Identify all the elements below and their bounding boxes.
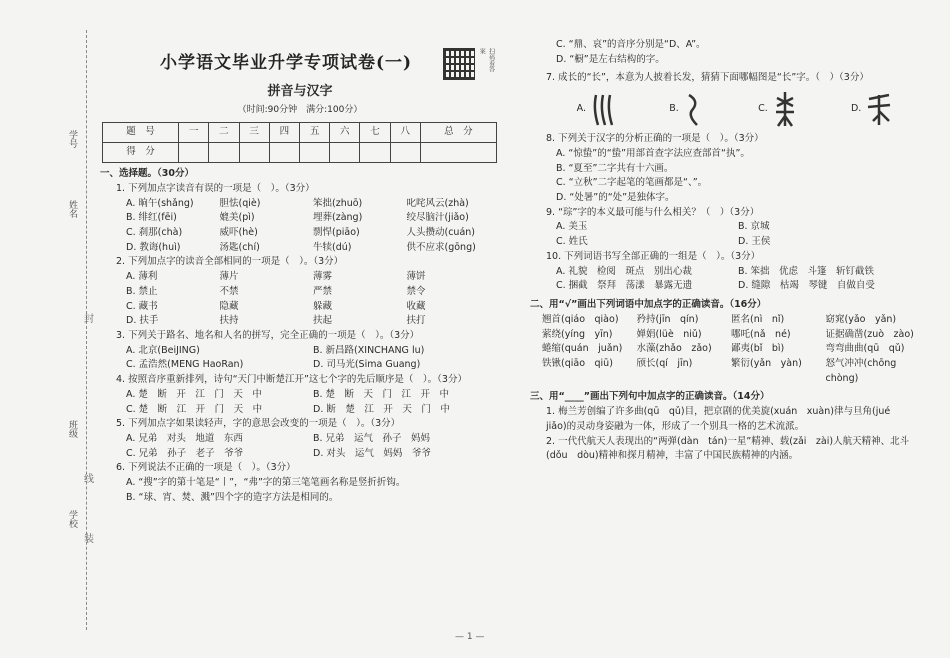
pinyin-item[interactable]: 怒气冲冲(chōng chòng) [825,357,906,384]
s3-question-2[interactable]: 2. 一代代航天人表现出的“两弹(dàn tán)一星”精神、载(zǎi zài)人航天精神、北斗(dǒu dòu)精神和探月精神，丰富了中国民族精神的内涵。 [546,435,910,462]
score-header-cell: 四 [269,123,299,143]
score-table [102,122,497,163]
option-label: A. [576,102,586,114]
pinyin-item[interactable]: 匿名(nì nǐ) [731,313,785,325]
s2-row [530,328,920,343]
option[interactable]: D. 对头 运气 妈妈 爷爷 [313,447,431,459]
option[interactable]: D. 教诲(huì) [126,241,181,253]
option: 人头攒动(cuán) [406,226,475,238]
option: 扶持 [219,315,239,327]
exam-title: 小学语文毕业升学专项试卷(一) [160,53,413,73]
score-cell[interactable] [269,143,299,163]
option[interactable]: C. 捆截 祭拜 荡漾 暴露无遗 [556,280,693,292]
option[interactable]: C. 孟浩然(MENG HaoRan) [126,359,244,371]
option: 收藏 [406,300,426,312]
option: 绞尽脑汁(jiǎo) [406,212,469,224]
score-cell[interactable] [360,143,390,163]
pinyin-item[interactable]: 颀长(qí jīn) [636,357,693,369]
option[interactable]: C. 藏书 [126,300,158,312]
q5-option-row [100,447,500,462]
right-column [530,38,920,464]
option: 笨拙(zhuō) [313,197,363,209]
option: 牛犊(dú) [313,241,352,253]
q4-option-row [100,388,500,403]
score-cell[interactable] [179,143,209,163]
score-cell[interactable] [239,143,269,163]
q10-option-row [530,265,920,280]
option[interactable]: C. 楚 断 江 开 门 天 中 [126,403,263,415]
q4-option-row [100,403,500,418]
option: 胆怯(qiè) [219,197,261,209]
s2-row [530,313,920,328]
question-6: 6. 下列说法不正确的一项是（ ）。（3分） [116,462,296,474]
pinyin-item[interactable]: 繁衍(yǎn yàn) [731,357,802,369]
bind-mark-zhuang: 装 [84,534,94,545]
section-1-title: 一、选择题。（30分） [100,168,194,180]
score-cell[interactable] [299,143,329,163]
question-9: 9. “琮”字的本义最可能与什么相关？（ ）（3分） [546,206,760,218]
question-4: 4. 按照音序重新排列，诗句“天门中断楚江开”这七个字的先后顺序是（ ）。（3分） [116,374,467,386]
score-cell[interactable] [209,143,239,163]
q2-option-row [100,314,500,329]
bind-mark-xian: 线 [84,474,94,485]
pinyin-item[interactable]: 水藻(zhǎo zǎo) [636,343,712,355]
option: 严禁 [313,285,333,297]
q1-option-row [100,241,500,256]
q9-option-row [530,220,920,235]
pinyin-item[interactable]: 弯弯曲曲(qū qǔ) [825,343,905,355]
page-number: — 1 — [455,632,485,642]
question-2: 2. 下列加点字的读音全部相同的一项是（ ）。（3分） [116,256,344,268]
pinyin-item[interactable]: 铁锹(qiāo qiū) [542,357,613,369]
option[interactable]: B. 京城 [738,221,770,233]
exam-subtitle: 拼音与汉字 [267,84,333,99]
q8-option[interactable]: D. “处暑”的“处”是独体字。 [556,192,675,204]
option[interactable]: A. 兄弟 对头 地道 东西 [126,433,243,445]
option: 薄雾 [313,271,333,283]
bind-label-banji: 班级 [67,420,77,438]
option: 薄片 [219,271,239,283]
q2-option-row [100,270,500,285]
option[interactable]: D. 王侯 [738,236,771,248]
pinyin-item[interactable]: 窈窕(yǎo yǎn) [825,313,897,325]
pinyin-item[interactable]: 证据确凿(zuò zào) [825,328,914,340]
option: 汤匙(chí) [219,241,260,253]
option[interactable]: B. 绯红(fēi) [126,212,177,224]
option[interactable]: C. 刹那(chà) [126,226,183,238]
q7-option-a[interactable] [577,91,616,127]
score-header-cell: 题 号 [103,123,179,143]
option: 埋葬(zàng) [313,212,363,224]
option: 叱咤风云(zhà) [406,197,469,209]
q3-option-row [100,358,500,373]
score-cell[interactable] [420,143,496,163]
option-label: D. [850,102,862,114]
score-header-cell: 五 [299,123,329,143]
q10-option-row [530,279,920,294]
q6-option-a[interactable]: A. “搜”字的第十笔是“丨”，“弗”字的第三笔笔画名称是竖折折钩。 [126,477,406,489]
score-header-cell: 二 [209,123,239,143]
pinyin-item[interactable]: 蜷缩(quán juǎn) [542,343,623,355]
option: 扶打 [406,315,426,327]
option[interactable]: C. 姓氏 [556,236,588,248]
bind-mark-feng: 封 [84,314,94,325]
score-header-cell: 六 [330,123,360,143]
s2-row [530,357,920,386]
q3-option-row [100,344,500,359]
q7-option-c[interactable] [758,90,798,128]
ancient-glyph-a-icon [590,91,616,127]
score-cell[interactable] [330,143,360,163]
score-header-cell: 总 分 [420,123,496,143]
pinyin-item[interactable]: 翘首(qiáo qiào) [542,313,619,325]
option: 扶起 [313,315,333,327]
ancient-glyph-b-icon [683,91,705,127]
option[interactable]: A. 礼貌 检阅 斑点 别出心裁 [556,265,692,277]
option: 供不应求(gōng) [406,241,476,253]
option[interactable]: D. 断 楚 江 开 天 门 中 [313,403,450,415]
bind-label-xuexiao: 学校 [67,510,77,528]
option[interactable]: D. 司马光(Sima Guang) [313,359,421,371]
option[interactable]: A. 晌午(shǎng) [126,197,194,209]
q8-option[interactable]: A. “惊蛰”的“蛰”用部首查字法应查部首“执”。 [556,147,750,159]
option: 隐藏 [219,300,239,312]
pinyin-item[interactable]: 鄙夷(bǐ bì) [731,343,785,355]
option[interactable]: A. 北京(BeiJING) [126,344,200,356]
q2-option-row [100,300,500,315]
q8-option[interactable]: C. “立秋”二字起笔的笔画都是“、”。 [556,177,708,189]
pinyin-item[interactable]: 哪吒(nǎ né) [731,328,791,340]
pinyin-item[interactable]: 婵娟(lüè niǔ) [636,328,702,340]
option[interactable]: B. 新昌路(XINCHANG lu) [313,344,425,356]
section-3-title: 三、用“____”画出下列句中加点字的正确读音。（14分） [530,391,770,403]
option[interactable]: A. 薄利 [126,271,158,283]
q8-option[interactable]: B. “夏至”二字共有十六画。 [556,162,674,174]
score-header-cell: 一 [179,123,209,143]
option: 禁令 [406,285,426,297]
option: 不禁 [219,285,239,297]
question-10: 10. 下列词语书写全部正确的一组是（ ）。（3分） [546,250,761,262]
score-header-cell: 三 [239,123,269,143]
option-label: B. [669,102,679,114]
qr-caption: 扫码看答案 [478,48,495,72]
pinyin-item[interactable]: 矜持(jīn qín) [636,313,699,325]
q5-option-row [100,432,500,447]
q7-option-b[interactable] [669,91,705,127]
option: 剽悍(piāo) [313,226,360,238]
q7-glyph-options [530,86,920,132]
left-column [100,38,500,506]
exam-timing: （时间:90分钟 满分:100分） [237,105,363,116]
option[interactable]: A. 美玉 [556,221,588,233]
option[interactable]: A. 楚 断 开 江 门 天 中 [126,388,262,400]
option[interactable]: B. 笨拙 优虑 斗篷 斩钉截铁 [738,265,875,277]
option-label: C. [758,102,768,114]
q6-option-b[interactable]: B. “球、宵、焚、溅”四个字的造字方法是相同的。 [126,491,339,503]
score-header-cell: 八 [390,123,420,143]
ancient-glyph-d-icon [865,91,893,127]
option: 薄饼 [406,271,426,283]
question-8: 8. 下列关于汉字的分析正确的一项是（ ）。（3分） [546,133,764,145]
option[interactable]: B. 兄弟 运气 孙子 妈妈 [313,433,431,445]
option: 媲美(pì) [219,212,255,224]
question-3: 3. 下列关于路名、地名和人名的拼写，完全正确的一项是（ ）。（3分） [116,329,420,341]
q9-option-row [530,235,920,250]
qr-code-icon[interactable] [443,48,475,80]
score-header-cell: 七 [360,123,390,143]
q6-option-c[interactable]: C. “鼎、哀”的音序分别是“D、A”。 [556,39,706,50]
question-1: 1. 下列加点字读音有误的一项是（ ）。（3分） [116,182,315,194]
q1-option-row [100,211,500,226]
option[interactable]: B. 楚 断 天 门 江 开 中 [313,388,450,400]
option[interactable]: C. 兄弟 孙子 老子 爷爷 [126,447,244,459]
pinyin-item[interactable]: 萦绕(yíng yīn) [542,328,613,340]
q1-option-row [100,197,500,212]
score-row-label: 得 分 [103,143,179,163]
option[interactable]: D. 扶手 [126,315,159,327]
option[interactable]: B. 禁止 [126,285,158,297]
score-cell[interactable] [390,143,420,163]
bind-label-xuehao: 姓名 [67,200,77,218]
question-5: 5. 下列加点字如果读轻声，字的意思会改变的一项是（ ）。（3分） [116,418,401,430]
ancient-glyph-c-icon [772,90,798,128]
s3-question-1[interactable]: 1. 梅兰芳创编了许多曲(qū qǔ)目，把京剧的优美旋(xuán xuàn)律与旦角(jué jiǎo)的灵动身姿融为一体，形成了一个别具一格的艺术流派。 [546,406,900,432]
option[interactable]: D. 缝隙 枯竭 琴键 自做自受 [738,280,875,292]
question-7: 7. 成长的“长”，本意为人披着长发，猜猜下面哪幅图是“长”字。（ ）（3分） [546,72,869,84]
q7-option-d[interactable] [851,91,893,127]
q1-option-row [100,226,500,241]
section-2-title: 二、用“√”画出下列词语中加点字的正确读音。（16分） [530,299,767,311]
option: 躲藏 [313,300,333,312]
bind-label-xingming: 学号 [67,130,77,148]
q2-option-row [100,285,500,300]
q6-option-d[interactable]: D. “橱”是左右结构的字。 [556,53,665,65]
s2-row [530,342,920,357]
option: 威吓(hè) [219,226,258,238]
binding-margin [60,30,87,630]
